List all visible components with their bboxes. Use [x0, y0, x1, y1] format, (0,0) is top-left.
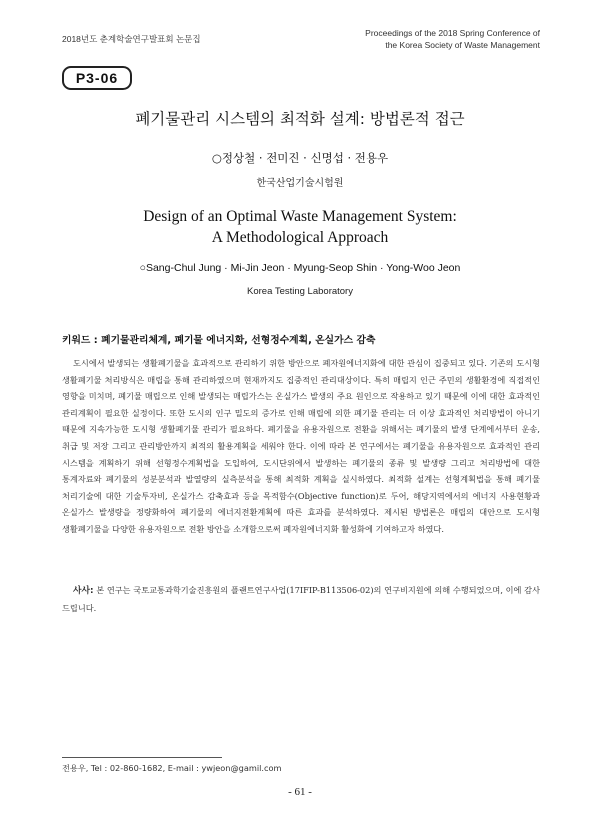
- acknowledgement-text: 본 연구는 국토교통과학기술진흥원의 플랜트연구사업(17IFIP-B113506-02)의 연구비지원에 의해 수행되었으며, 이에 감사드립니다.: [62, 585, 540, 613]
- running-header-right-line1: Proceedings of the 2018 Spring Conference of: [365, 28, 540, 38]
- affiliation-english: Korea Testing Laboratory: [247, 286, 353, 297]
- abstract-body: 도시에서 발생되는 생활폐기물을 효과적으로 관리하기 위한 방안으로 폐자원에너지화에 대한 관심이 집중되고 있다. 기존의 도시형 생활폐기물 처리방식은 매립을 통해 관리하였으며 현재까지도 집중적인 관리대상이다. 특히 매립지 인근 주민의 생활환경에 직접적인 영향을 미치며, 폐기물 매립으로 인해 발생되는 매립가스는 온실가스 발생의 주요 원인으로 작용하고 있기 때문에 이에 대한 효과적인 관리계획이 필요한 실정이다. 또한 도시의 인구 밀도의 증가로 인해 매립에 의한 폐기물 관리는 더 이상 효과적인 처리방법이 아니기 때문에 지속가능한 도시형 생활폐기물 관리가 필요하다. 폐기물을 유용자원으로 전환을 위해서는 폐기물의 발생 단계에서부터 운송, 취급 및 저장 그리고 관리방안까지 최적의 활용계획을 세워야 한다. 이에 따라 본 연구에서는 폐기물을 유용자원으로 효과적인 관리 시스템을 계획하기 위해 선형정수계획법을 도입하여, 도시단위에서 발생하는 폐기물의 종류 및 발생량 그리고 처리방법에 대한 통계자료와 폐기물의 성분분석과 발열량의 실측분석을 통해 최적화 계획을 실시하였다. 최적화 설계는 선형계획법을 통해 폐기물 처리기술에 대한 기술투자비, 온실가스 감축효과 등을 목적함수(Objective function)로 두어, 해당지역에서의 에너지 사용현황과 온실가스 발생량을 정량화하여 폐기물의 에너지전환계획에 따른 효과를 분석하였다. 제시된 방법론은 매립의 대안으로 도시형 생활폐기물을 다양한 유용자원으로 전환 방안을 소개함으로써 폐자원에너지화 활성화에 기여하고자 하였다.: [62, 358, 540, 534]
- acknowledgement-label: 사사:: [73, 586, 94, 596]
- authors-english: ○Sang-Chul Jung · Mi-Jin Jeon · Myung-Seop Shin · Yong-Woo Jeon: [139, 262, 461, 274]
- corresponding-author-footnote: 전용우, Tel : 02-860-1682, E-mail : ywjeon@gamil.com: [62, 763, 282, 773]
- title-korean: 폐기물관리 시스템의 최적화 설계: 방법론적 접근: [135, 110, 465, 128]
- footnote-divider: [62, 757, 222, 758]
- paper-id-badge: P3-06: [62, 66, 132, 90]
- running-header-right-line2: the Korea Society of Waste Management: [385, 40, 540, 50]
- running-header-right: [365, 27, 540, 51]
- title-english-line2: A Methodological Approach: [211, 229, 389, 246]
- keywords: 키워드 : 폐기물관리체계, 폐기물 에너지화, 선형정수계획, 온실가스 감축: [62, 335, 376, 346]
- page-number: - 61 -: [288, 786, 312, 798]
- title-english-line1: Design of an Optimal Waste Management System:: [143, 208, 457, 225]
- authors-korean: ○정상철 · 전미진 · 신명섭 · 전용우: [211, 151, 389, 165]
- acknowledgement: [62, 582, 540, 617]
- running-header-left: 2018년도 춘계학술연구발표회 논문집: [62, 34, 201, 44]
- title-english: [0, 206, 600, 248]
- affiliation-korean: 한국산업기술시험원: [256, 178, 344, 189]
